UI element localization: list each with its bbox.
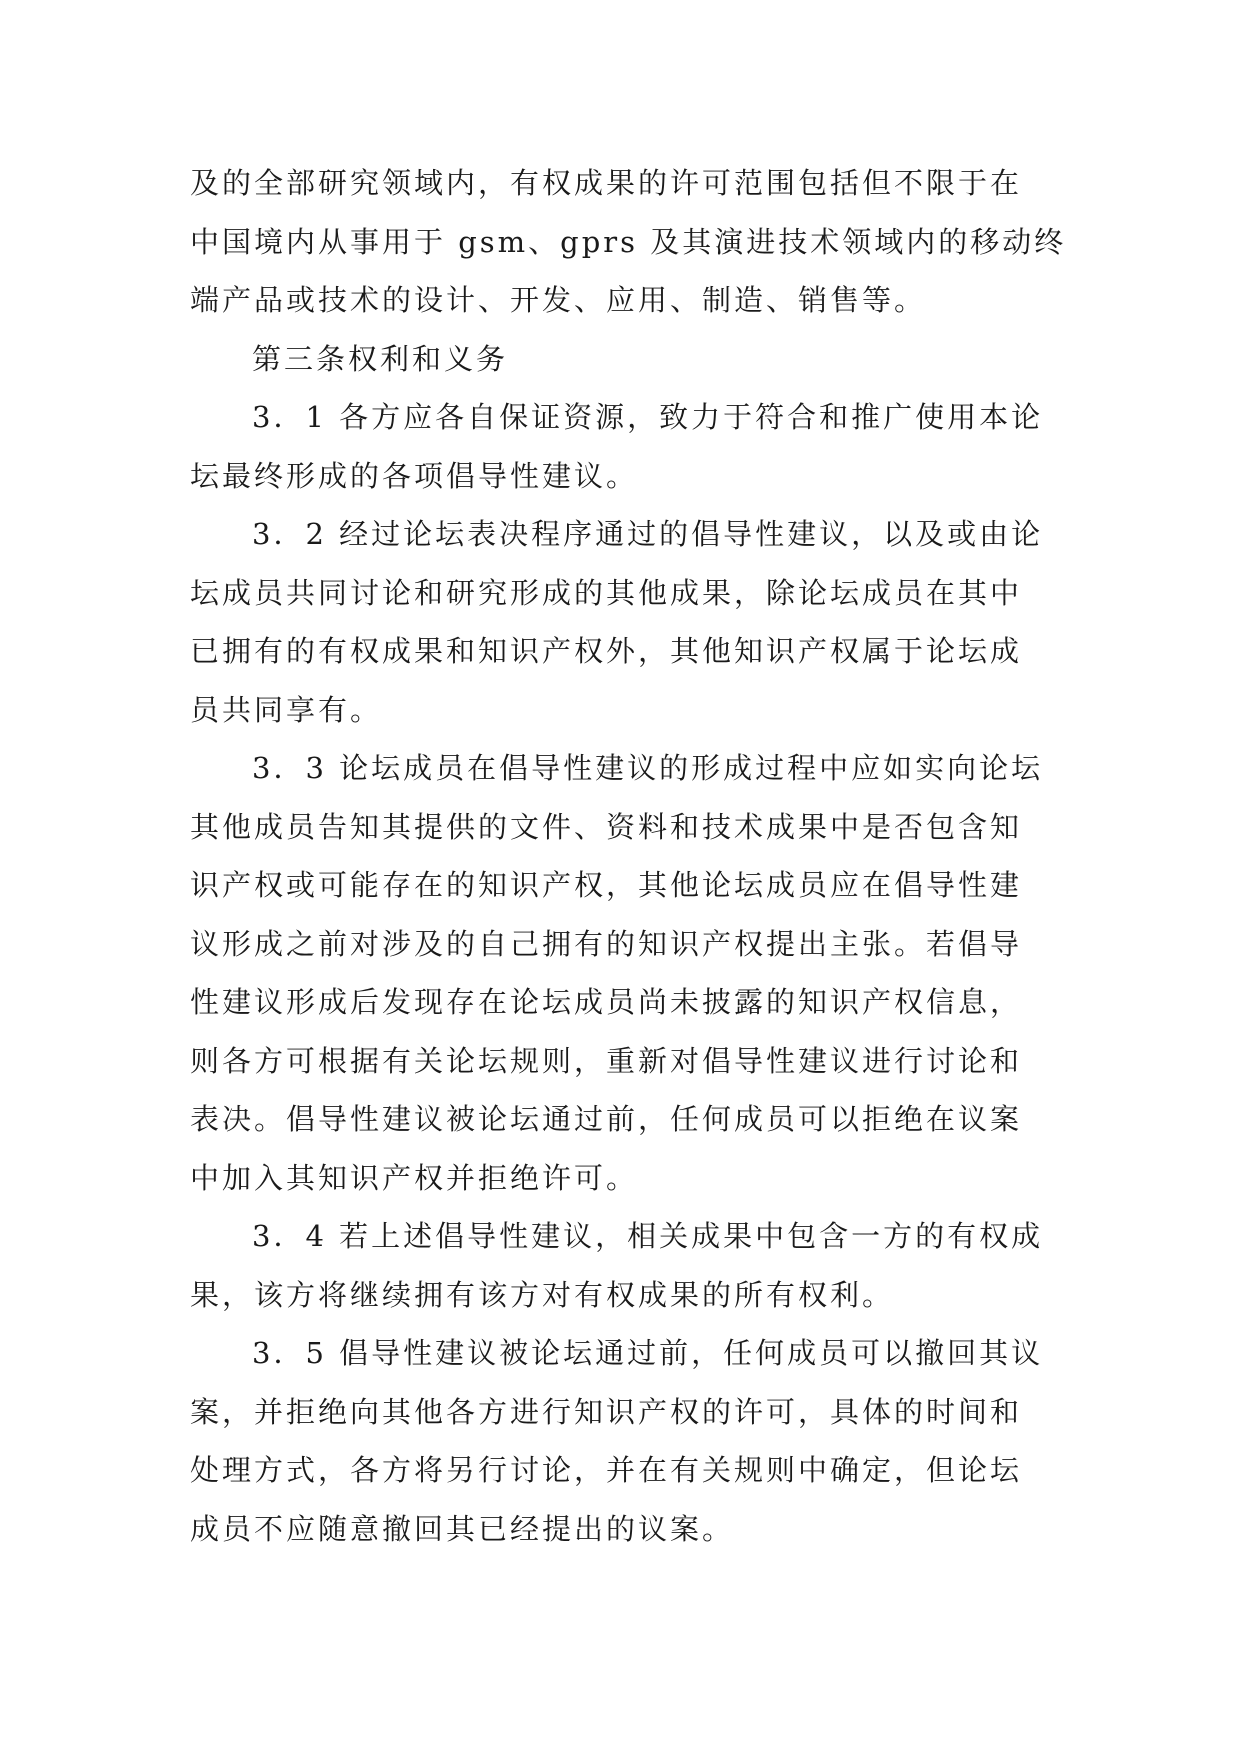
text-line: 坛成员共同讨论和研究形成的其他成果，除论坛成员在其中	[190, 575, 1023, 610]
text-line: 中加入其知识产权并拒绝许可。	[190, 1160, 639, 1195]
text-line: 议形成之前对涉及的自己拥有的知识产权提出主张。若倡导	[190, 926, 1023, 961]
text-line: 则各方可根据有关论坛规则，重新对倡导性建议进行讨论和	[190, 1043, 1023, 1078]
text-line: 果，该方将继续拥有该方对有权成果的所有权利。	[190, 1277, 895, 1312]
text-line: 端产品或技术的设计、开发、应用、制造、销售等。	[190, 283, 927, 317]
document-body	[190, 154, 1070, 1558]
section-heading: 第三条权利和义务	[252, 341, 509, 376]
text-line: 处理方式，各方将另行讨论，并在有关规则中确定，但论坛	[190, 1453, 1023, 1487]
clause-3-2-first-line: 3．2 经过论坛表决程序通过的倡导性建议，以及或由论	[252, 517, 1044, 551]
clause-3-5-first-line: 3．5 倡导性建议被论坛通过前，任何成员可以撤回其议	[252, 1336, 1044, 1370]
text-line: 案，并拒绝向其他各方进行知识产权的许可，具体的时间和	[190, 1394, 1023, 1429]
text-line: 成员不应随意撤回其已经提出的议案。	[190, 1511, 735, 1546]
text-line: 中国境内从事用于 gsm、gprs 及其演进技术领域内的移动终	[190, 224, 1067, 259]
text-line: 已拥有的有权成果和知识产权外，其他知识产权属于论坛成	[190, 634, 1023, 668]
text-line: 表决。倡导性建议被论坛通过前，任何成员可以拒绝在议案	[190, 1102, 1023, 1136]
clause-3-3-first-line: 3．3 论坛成员在倡导性建议的形成过程中应如实向论坛	[252, 751, 1044, 785]
text-line: 识产权或可能存在的知识产权，其他论坛成员应在倡导性建	[190, 868, 1023, 902]
text-line: 及的全部研究领域内，有权成果的许可范围包括但不限于在	[190, 166, 1023, 200]
clause-3-1-first-line: 3．1 各方应各自保证资源，致力于符合和推广使用本论	[252, 400, 1044, 434]
text-line: 坛最终形成的各项倡导性建议。	[190, 458, 639, 493]
text-line: 性建议形成后发现存在论坛成员尚未披露的知识产权信息，	[190, 985, 1023, 1019]
text-line: 其他成员告知其提供的文件、资料和技术成果中是否包含知	[190, 809, 1023, 844]
clause-3-4-first-line: 3．4 若上述倡导性建议，相关成果中包含一方的有权成	[252, 1219, 1044, 1253]
text-line: 员共同享有。	[190, 692, 383, 727]
